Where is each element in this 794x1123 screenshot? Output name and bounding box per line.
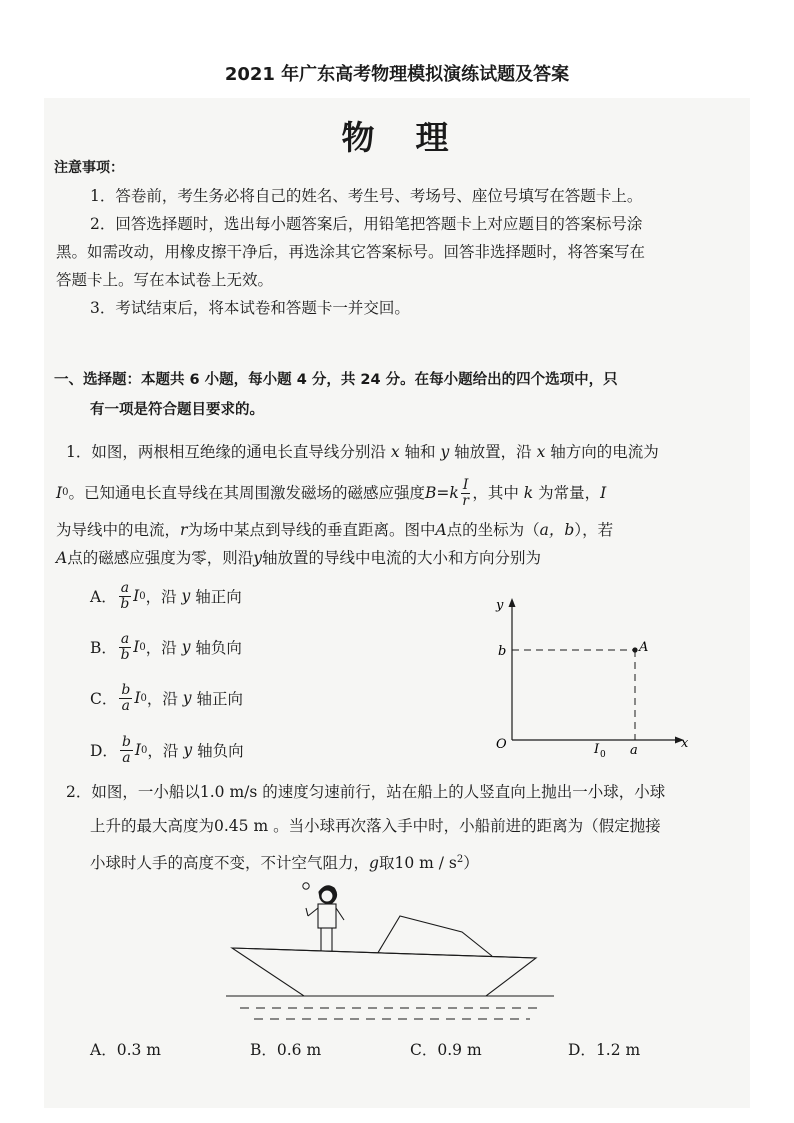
option-subscript: 0 bbox=[139, 641, 146, 653]
option-var-I: I bbox=[133, 587, 140, 605]
cabin-outline bbox=[376, 916, 492, 956]
q1-var-y: y bbox=[253, 549, 262, 567]
fraction-denominator: b bbox=[120, 646, 130, 663]
point-a-label: A bbox=[639, 640, 649, 655]
q1-var-B: B bbox=[425, 484, 437, 502]
option-letter: C． bbox=[410, 1041, 438, 1059]
q2-option-b[interactable] bbox=[250, 1040, 321, 1060]
x-axis-label: x bbox=[681, 736, 689, 751]
q1-text: 点的磁感应强度为零，则沿 bbox=[67, 549, 254, 567]
option-subscript: 0 bbox=[140, 692, 147, 704]
q1-text: 为常量， bbox=[538, 484, 601, 502]
option-var-I: I bbox=[134, 689, 141, 707]
option-letter: A． bbox=[90, 1041, 117, 1059]
q1-text: 轴放置，沿 bbox=[454, 443, 532, 461]
option-axis: y bbox=[182, 689, 192, 707]
q1-var-y: y bbox=[440, 443, 450, 461]
point-a-dot bbox=[632, 647, 637, 652]
q1-line-2 bbox=[56, 475, 606, 511]
option-value: 0.9 m bbox=[437, 1041, 482, 1059]
origin-label: O bbox=[496, 737, 507, 752]
q2-var-g: g bbox=[369, 854, 379, 873]
option-value: 1.2 m bbox=[595, 1041, 641, 1059]
q1-line-4 bbox=[56, 548, 541, 568]
option-value: 0.6 m bbox=[276, 1041, 322, 1059]
option-letter: D． bbox=[90, 742, 118, 760]
option-var-I: I bbox=[133, 638, 140, 656]
fraction-denominator: b bbox=[120, 595, 130, 612]
option-letter: B． bbox=[90, 639, 117, 657]
option-var-I: I bbox=[134, 741, 142, 759]
q1-coordinates: a，b bbox=[539, 521, 575, 539]
option-direction: 轴正向 bbox=[196, 690, 244, 708]
q1-var-x: x bbox=[536, 443, 546, 461]
notice-heading: 注意事项： bbox=[54, 160, 124, 176]
notice-line-2a: 2．回答选择题时，选出每小题答案后，用铅笔把答题卡上对应题目的答案标号涂 bbox=[90, 215, 643, 233]
q1-text: 为导线中的电流， bbox=[56, 521, 181, 539]
option-axis: y bbox=[183, 741, 193, 759]
q1-text: 轴方向的电流为 bbox=[550, 443, 659, 461]
document-title: 2021 年广东高考物理模拟演练试题及答案 bbox=[224, 64, 570, 85]
q2-text: 取10 m / s bbox=[378, 854, 457, 873]
option-direction: 轴负向 bbox=[197, 742, 244, 760]
q1-text: ，其中 bbox=[472, 484, 519, 502]
subject-title: 物 理 bbox=[341, 118, 453, 157]
option-fraction bbox=[119, 581, 131, 612]
q1-var-I: I bbox=[600, 484, 607, 502]
fraction-numerator: a bbox=[120, 579, 130, 596]
i0-label: I bbox=[594, 742, 600, 757]
notice-line-2b: 黑。如需改动，用橡皮擦干净后，再选涂其它答案标号。回答非选择题时，将答案写在 bbox=[56, 243, 646, 261]
notice-line-1: 1．答卷前，考生务必将自己的姓名、考生号、考场号、座位号填写在答题卡上。 bbox=[90, 187, 643, 205]
q1-text: 轴和 bbox=[404, 443, 436, 461]
q1-var-k: k bbox=[449, 484, 459, 502]
fraction-denominator: r bbox=[462, 492, 469, 509]
fraction-numerator: a bbox=[120, 630, 130, 647]
q1-var-A: A bbox=[56, 549, 68, 567]
q2-option-a[interactable] bbox=[90, 1040, 161, 1060]
option-direction: 轴负向 bbox=[195, 639, 242, 657]
q1-var-r: r bbox=[180, 521, 188, 539]
q1-option-b[interactable] bbox=[90, 627, 242, 667]
q2-boat-figure bbox=[220, 878, 560, 1028]
q1-text: 1．如图，两根相互绝缘的通电长直导线分别沿 bbox=[66, 443, 386, 461]
q1-var-x: x bbox=[390, 443, 400, 461]
q2-text: 小球时人手的高度不变，不计空气阻力， bbox=[90, 854, 370, 873]
option-fraction bbox=[119, 683, 132, 714]
option-text: ，沿 bbox=[147, 742, 179, 760]
q1-text: 为场中某点到导线的垂直距离。图中 bbox=[187, 521, 436, 539]
q1-text: 点的坐标为（ bbox=[446, 521, 540, 539]
option-fraction bbox=[119, 632, 131, 663]
fraction-numerator: b bbox=[121, 733, 131, 750]
q1-equals: = bbox=[436, 484, 450, 502]
option-text: ，沿 bbox=[146, 690, 178, 708]
option-text: ，沿 bbox=[145, 588, 177, 606]
q1-var-I: I bbox=[56, 484, 63, 502]
notice-line-2c: 答题卡上。写在本试卷上无效。 bbox=[56, 271, 274, 289]
q1-text: 轴放置的导线中电流的大小和方向分别为 bbox=[261, 549, 541, 567]
fraction-numerator: b bbox=[121, 681, 131, 698]
notice-line-3: 3．考试结束后，将本试卷和答题卡一并交回。 bbox=[90, 299, 410, 317]
y-axis-arrow-icon bbox=[509, 598, 516, 607]
option-text: ，沿 bbox=[145, 639, 177, 657]
fraction-denominator: a bbox=[121, 697, 131, 714]
option-value: 0.3 m bbox=[116, 1041, 161, 1059]
option-direction: 轴正向 bbox=[195, 588, 242, 606]
option-subscript: 0 bbox=[141, 744, 148, 756]
q2-line-3 bbox=[90, 850, 479, 873]
fraction-numerator: I bbox=[462, 476, 469, 493]
option-letter: C． bbox=[90, 690, 118, 708]
i0-subscript: 0 bbox=[600, 750, 606, 760]
option-letter: D． bbox=[568, 1041, 596, 1059]
section-1-heading-line-2: 有一项是符合题目要求的。 bbox=[90, 402, 264, 418]
q1-text: ），若 bbox=[574, 521, 614, 539]
option-axis: y bbox=[181, 587, 191, 605]
a-label: a bbox=[630, 743, 638, 758]
option-fraction bbox=[120, 735, 133, 766]
q2-option-c[interactable] bbox=[410, 1040, 482, 1060]
person-icon bbox=[306, 886, 344, 956]
q2-text: ） bbox=[463, 854, 479, 873]
ball-icon bbox=[303, 883, 309, 889]
q2-superscript: 2 bbox=[456, 854, 464, 865]
q1-formula-fraction bbox=[461, 478, 471, 509]
q1-option-a[interactable] bbox=[90, 576, 242, 616]
q1-var-A: A bbox=[435, 521, 447, 539]
q1-option-d[interactable] bbox=[90, 730, 244, 770]
q1-line-1 bbox=[66, 442, 659, 462]
option-axis: y bbox=[181, 638, 191, 656]
q1-subscript-0: 0 bbox=[62, 487, 69, 498]
q2-option-d[interactable] bbox=[568, 1040, 640, 1060]
q2-line-2: 上升的最大高度为0.45 m 。当小球再次落入手中时，小船前进的距离为（假定抛接 bbox=[90, 817, 661, 835]
y-axis-label: y bbox=[496, 598, 504, 613]
q2-line-1: 2．如图，一小船以1.0 m/s 的速度匀速前行，站在船上的人竖直向上抛出一小球，小球 bbox=[66, 783, 666, 801]
b-label: b bbox=[498, 644, 507, 659]
q1-option-c[interactable] bbox=[90, 678, 243, 718]
q1-var-k: k bbox=[523, 484, 534, 502]
fraction-denominator: a bbox=[122, 749, 131, 766]
option-letter: B． bbox=[250, 1041, 277, 1059]
q1-coordinate-figure bbox=[490, 592, 700, 760]
option-subscript: 0 bbox=[139, 590, 146, 602]
section-1-heading-line-1: 一、选择题：本题共 6 小题，每小题 4 分，共 24 分。在每小题给出的四个选项中，只 bbox=[54, 372, 618, 388]
option-letter: A． bbox=[90, 588, 117, 606]
q1-line-3 bbox=[56, 520, 613, 540]
q1-text: 。已知通电长直导线在其周围激发磁场的磁感应强度 bbox=[68, 484, 426, 502]
